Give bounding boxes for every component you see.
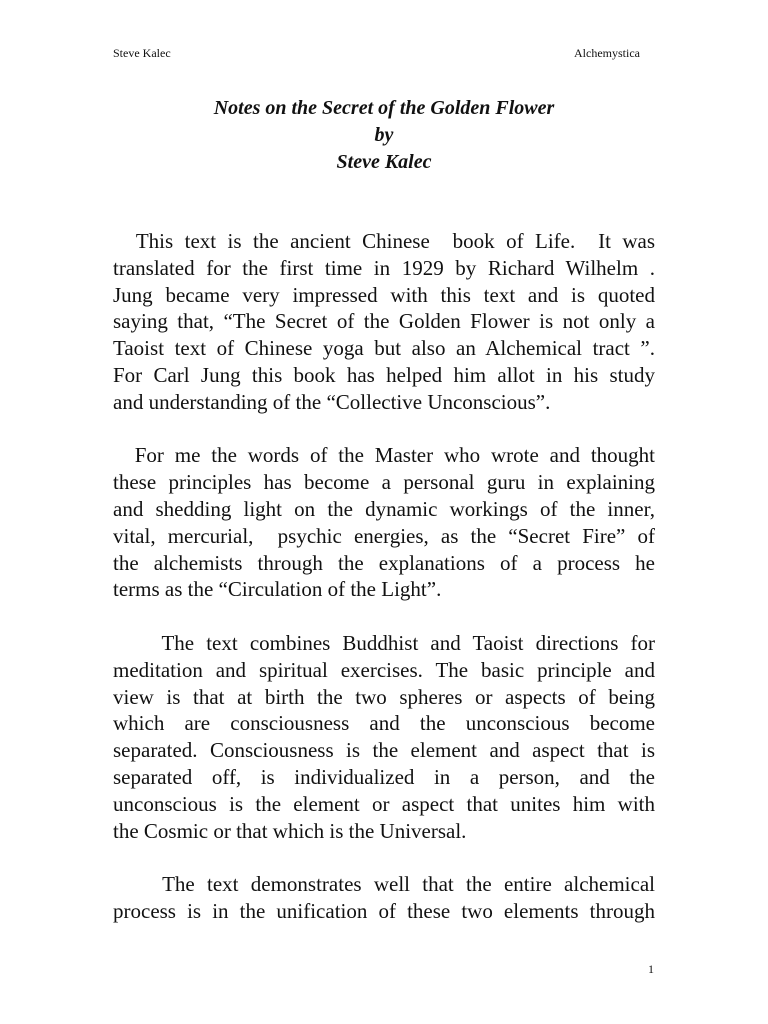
paragraph-4	[113, 871, 655, 925]
text-line: view is that at birth the two spheres or aspects of being	[113, 684, 655, 709]
page-number: 1	[648, 962, 654, 976]
text-line: unconscious is the element or aspect that unites him with	[113, 791, 655, 816]
title-line-main: Notes on the Secret of the Golden Flower	[213, 97, 555, 119]
text-line: and shedding light on the dynamic workings of the inner,	[113, 496, 655, 521]
text-line: separated. Consciousness is the element and aspect that is	[113, 738, 655, 763]
text-line: the alchemists through the explanations of a process he	[113, 550, 655, 575]
text-line: and understanding of the “Collective Unconscious”.	[113, 389, 551, 414]
title-line-by: by	[374, 124, 394, 146]
text-line: This text is the ancient Chinese book of Life. It was	[113, 229, 655, 253]
header-author: Steve Kalec	[113, 46, 171, 60]
body-text	[113, 228, 655, 952]
text-line: separated off, is individualized in a person, and the	[113, 764, 655, 789]
paragraph-2	[113, 442, 655, 603]
text-line: which are consciousness and the unconscious become	[113, 711, 655, 736]
paragraph-3	[113, 630, 655, 844]
text-line: The text combines Buddhist and Taoist directions for	[113, 630, 655, 655]
title-line-author: Steve Kalec	[336, 151, 432, 173]
text-line: terms as the “Circulation of the Light”.	[113, 577, 442, 602]
text-line: For Carl Jung this book has helped him allot in his study	[113, 362, 655, 387]
text-line: saying that, “The Secret of the Golden Flower is not only a	[113, 309, 655, 334]
text-line: process is in the unification of these two elements through	[113, 898, 655, 923]
text-line: For me the words of the Master who wrote and thought	[113, 443, 655, 468]
text-line: Taoist text of Chinese yoga but also an Alchemical tract ”.	[113, 336, 655, 361]
document-title	[113, 95, 655, 176]
header-site: Alchemystica	[574, 46, 640, 60]
text-line: translated for the first time in 1929 by Richard Wilhelm .	[113, 255, 655, 280]
paragraph-1	[113, 228, 655, 416]
text-line: Jung became very impressed with this text and is quoted	[113, 282, 655, 307]
text-line: these principles has become a personal guru in explaining	[113, 470, 655, 495]
text-line: meditation and spiritual exercises. The basic principle and	[113, 657, 655, 682]
text-line: the Cosmic or that which is the Universal.	[113, 818, 467, 843]
text-line: The text demonstrates well that the entire alchemical	[113, 872, 655, 897]
text-line: vital, mercurial, psychic energies, as the “Secret Fire” of	[113, 523, 655, 548]
